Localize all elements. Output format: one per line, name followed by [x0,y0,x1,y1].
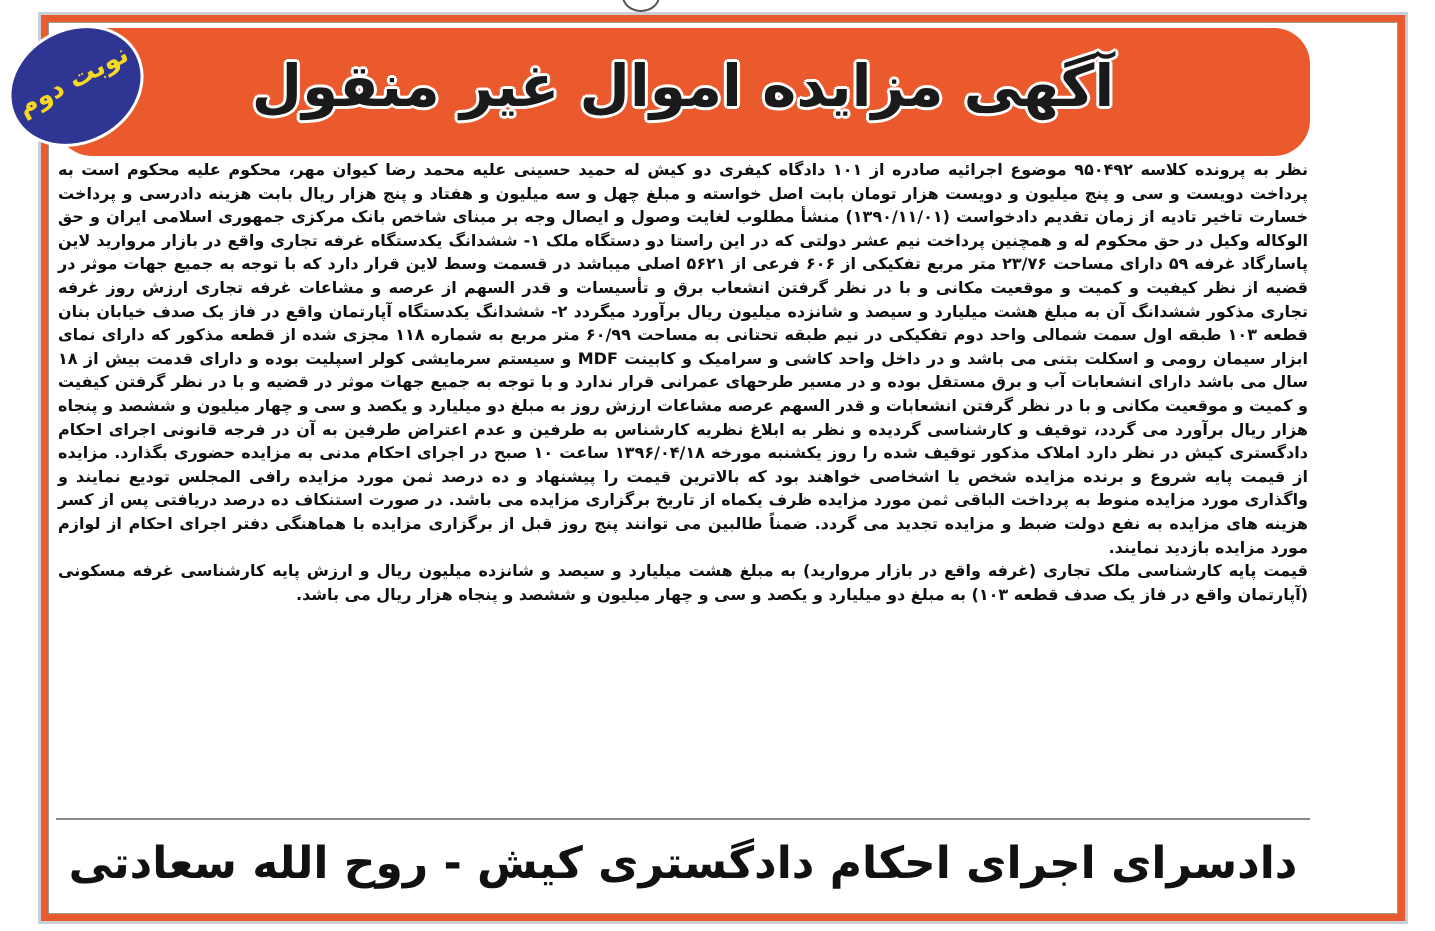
title-banner [56,28,1310,156]
notice-footer [56,818,1310,910]
notice-signature: دادسرای اجرای احکام دادگستری کیش - روح الله سعادتی [68,838,1298,889]
top-circle-mark [622,0,660,12]
notice-paragraph-main: نظر به پرونده کلاسه ۹۵۰۴۹۲ موضوع اجرائیه صادره از ۱۰۱ دادگاه کیفری دو کیش له حمید حسینی علیه محمد رضا کیوان مهر، محکوم علیه محکوم است به پرداخت دویست و سی و پنج میلیون و دویست هزار تومان بابت اصل خواسته و مبلغ چهل و سه میلیون و هفتاد و پنج هزار ریال بابت هزینه دادرسی و پرداخت خسارت تاخیر تادیه از زمان تقدیم دادخواست (۱۳۹۰/۱۱/۰۱) منشأ مطلوب لغایت وصول و ایصال وجه بر مبنای شاخص بانک مرکزی جمهوری اسلامی ایران و حق الوکاله وکیل در حق محکوم له و همچنین پرداخت نیم عشر دولتی که در این راستا دو دستگاه ملک ۱- ششدانگ یکدستگاه غرفه تجاری واقع در بازار مروارید لاین پاسارگاد غرفه ۵۹ دارای مساحت ۲۳/۷۶ متر مربع تفکیکی از ۶۰۶ فرعی از ۵۶۲۱ اصلی میباشد در قسمت وسط لاین قرار دارد که با توجه به جمیع جهات موثر در قضیه از نظر کیفیت و کمیت و موقعیت مکانی و با در نظر گرفتن انشعاب برق و تأسیسات و قدر السهم از عرصه و مشاعات غرفه تجاری ارزش روز غرفه تجاری مذکور ششدانگ آن به مبلغ هشت میلیارد و سیصد و شانزده میلیون ریال برآورد میگردد ۲- ششدانگ یکدستگاه آپارتمان واقع در فاز یک صدف خیابان بنان قطعه ۱۰۳ طبقه اول سمت شمالی واحد دوم تفکیکی در نیم طبقه تحتانی به مساحت ۶۰/۹۹ متر مربع به شماره ۱۱۸ مجزی شده از قطعه مذکور که دارای نمای ابزار سیمان رومی و اسکلت بتنی می باشد و در داخل واحد کاشی و سرامیک و کابینت MDF و سیستم سرمایشی کولر اسپلیت بوده و دارای قدمت بیش از ۱۸ سال می باشد دارای انشعابات آب و برق مستقل بوده و در مسیر طرحهای عمرانی قرار ندارد و با توجه به جمیع جهات موثر در قضیه و با در نظر گرفتن کیفیت و کمیت و موقعیت مکانی و با در نظر گرفتن انشعابات و قدر السهم عرصه مشاعات ارزش روز به مبلغ دو میلیارد و یکصد و سی و چهار میلیون و ششصد و پنجاه هزار ریال برآورد می گردد، توقیف و کارشناسی گردیده و نظر به ابلاغ نظریه کارشناس به طرفین و عدم اعتراض طرفین به آن در فرجه قانونی اجرای احکام دادگستری کیش در نظر دارد املاک مذکور توقیف شده را روز یکشنبه مورخه ۱۳۹۶/۰۴/۱۸ ساعت ۱۰ صبح در اجرای احکام مدنی به مزایده حضوری بگذارد. مزایده از قیمت پایه شروع و برنده مزایده شخص یا اشخاصی خواهند بود که بالاترین قیمت را پیشنهاد و ده درصد ثمن مورد مزایده رافی المجلس تودیع نمایند و واگذاری مورد مزایده منوط به پرداخت الباقی ثمن مورد مزایده ظرف یکماه از تاریخ برگزاری مزایده می باشد. در صورت استنکاف ده درصد دریافتی پس از کسر هزینه های مزایده به نفع دولت ضبط و مزایده تجدید می گردد. ضمناً طالبین می توانند پنج روز قبل از برگزاری مزایده با هماهنگی دفتر اجرای احکام از لوازم مورد مزایده بازدید نمایند. [58,160,1309,557]
notice-title: آگهی مزایده اموال غیر منقول [251,52,1115,120]
notice-body [58,158,1308,818]
notice-paragraph-prices: قیمت پایه کارشناسی ملک تجاری (غرفه واقع در بازار مروارید) به مبلغ هشت میلیارد و سیصد و شانزده میلیون ریال و ارزش پایه کارشناسی غرفه مسکونی (آپارتمان واقع در فاز یک صدف قطعه ۱۰۳) به مبلغ دو میلیارد و یکصد و سی و چهار میلیون و ششصد و پنجاه هزار ریال می باشد. [58,561,1308,604]
badge-label: نوبت دوم [12,39,134,123]
